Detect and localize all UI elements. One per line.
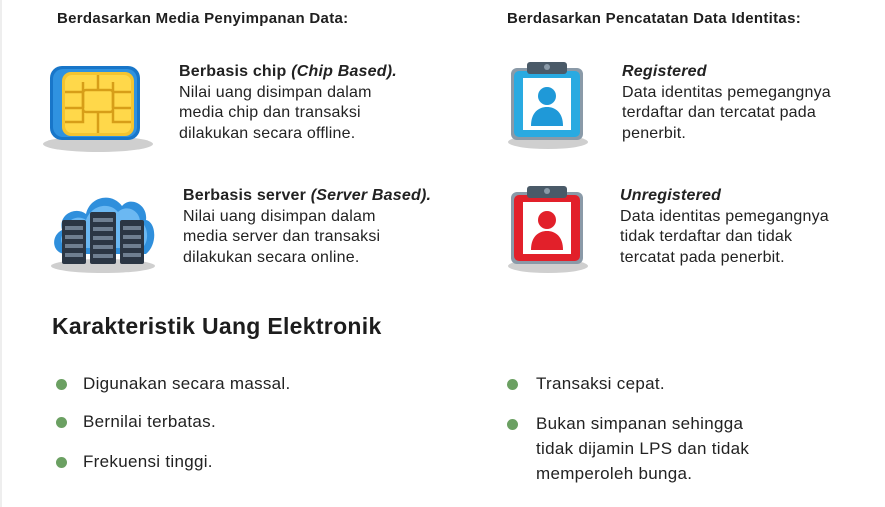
chip-block xyxy=(179,62,397,144)
chip-desc-line: dilakukan secara offline. xyxy=(179,124,356,142)
registered-desc-line: terdaftar dan tercatat pada xyxy=(622,104,816,121)
bullet-dot xyxy=(56,379,67,390)
server-desc-line: media server dan transaksi xyxy=(183,228,381,245)
characteristic-line: memperoleh bunga. xyxy=(536,464,693,483)
server-block xyxy=(183,186,431,268)
server-desc-line: Nilai uang disimpan dalam xyxy=(183,207,376,225)
characteristics-title: Karakteristik Uang Elektronik xyxy=(52,313,382,339)
media-heading: Berdasarkan Media Penyimpanan Data: xyxy=(57,10,349,27)
sim-chip-icon xyxy=(38,60,156,156)
blue-id-clipboard-icon xyxy=(505,58,595,150)
chip-title: Berbasis chip (Chip Based). xyxy=(179,63,397,80)
unregistered-title: Unregistered xyxy=(620,187,722,204)
characteristic-item-multiline xyxy=(536,411,749,486)
bullet-dot xyxy=(507,379,518,390)
cloud-server-icon xyxy=(48,178,158,274)
characteristic-item: Frekuensi tinggi. xyxy=(83,452,213,471)
identity-heading: Berdasarkan Pencatatan Data Identitas: xyxy=(507,10,802,27)
characteristic-item: Digunakan secara massal. xyxy=(83,374,291,393)
registered-block xyxy=(622,62,831,144)
characteristic-item: Transaksi cepat. xyxy=(536,374,665,393)
red-id-clipboard-icon xyxy=(505,182,595,274)
characteristic-item: Bernilai terbatas. xyxy=(83,412,216,431)
bullet-dot xyxy=(507,419,518,430)
unregistered-desc-line: Data identitas pemegangnya xyxy=(620,207,829,225)
characteristic-line: tidak dijamin LPS dan tidak xyxy=(536,439,750,458)
registered-title: Registered xyxy=(622,63,707,80)
bullet-dot xyxy=(56,417,67,428)
server-title: Berbasis server (Server Based). xyxy=(183,187,432,204)
registered-desc-line: Data identitas pemegangnya xyxy=(622,83,831,101)
chip-desc-line: Nilai uang disimpan dalam xyxy=(179,83,372,101)
bullet-dot xyxy=(56,457,67,468)
registered-desc-line: penerbit. xyxy=(622,124,687,142)
unregistered-block xyxy=(620,186,829,268)
chip-desc-line: media chip dan transaksi xyxy=(179,104,361,121)
server-desc-line: dilakukan secara online. xyxy=(183,248,360,266)
unregistered-desc-line: tercatat pada penerbit. xyxy=(620,248,785,266)
left-border xyxy=(0,0,2,507)
unregistered-desc-line: tidak terdaftar dan tidak xyxy=(620,228,793,245)
characteristic-line: Bukan simpanan sehingga xyxy=(536,414,744,433)
